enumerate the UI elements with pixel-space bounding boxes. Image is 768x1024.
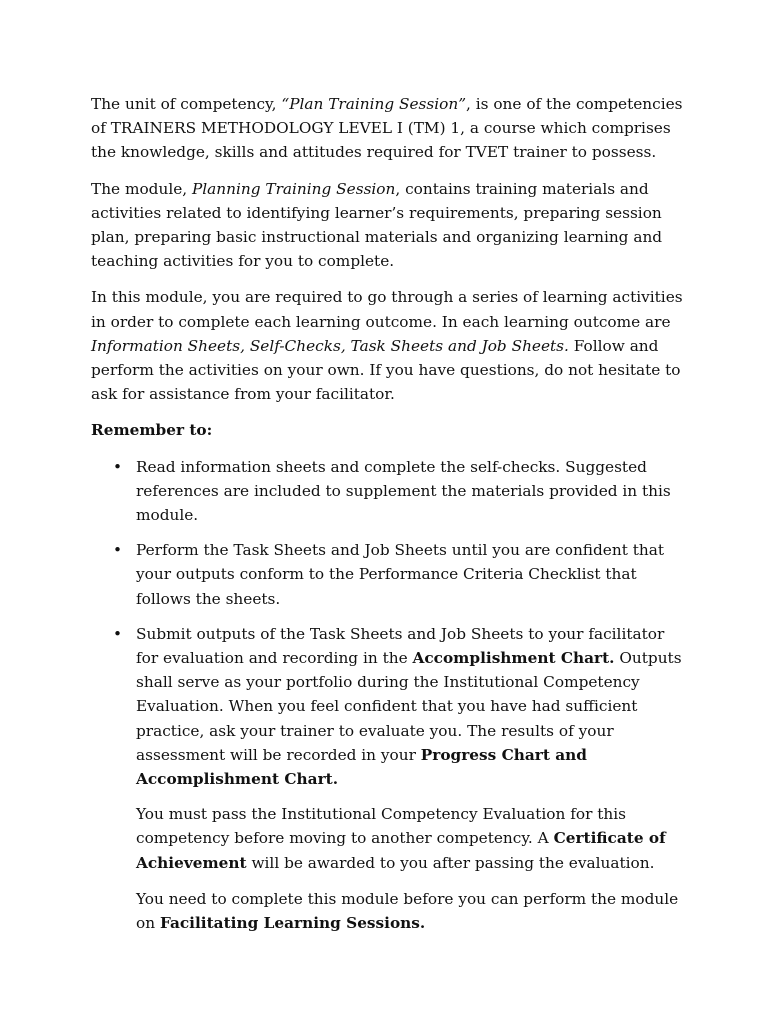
progress-chart-bold: Progress Chart and Accomplishment Chart. [136,745,587,789]
intro-paragraph-module [91,177,683,274]
intro-paragraph-learning-activities [91,285,683,406]
text-run: Follow and perform the activities on your own. If you have questions, do not hesitate to ask for assistance from your facilitator. [91,336,681,404]
bullet-icon: • [113,541,123,560]
list-item [91,538,683,611]
accomplishment-chart-bold: Accomplishment Chart. [412,649,615,668]
list-item-text [136,622,683,791]
bullet-icon: • [113,624,123,643]
text-run: The unit of competency, [91,95,282,113]
bullet-icon: • [113,457,123,476]
text-run: , is one of the competencies of TRAINERS METHODOLOGY LEVEL I (TM) 1, a course which comprises the knowledge, skills and attitudes required for TVET trainer to possess. [91,95,683,162]
list-item [91,622,683,791]
text-run: , contains training materials and activities related to identifying learner’s requirements, preparing session plan, preparing basic instructional materials and organizing learning and teaching activities for you to complete. [91,179,663,271]
reminder-list [91,455,683,792]
list-item-text: Read information sheets and complete the self-checks. Suggested references are included to supplement the materials provided in this module. [136,457,671,525]
text-run: Outputs shall serve as your portfolio during the Institutional Competency Evaluation. When you feel confident that you have had sufficient practice, ask your trainer to evaluate you. The results of your assessment will be recorded in your [136,649,682,764]
remember-heading: Remember to: [91,421,213,440]
unit-title-italic: “Plan Training Session” [281,95,467,113]
intro-paragraph-unit-of-competency [91,92,683,165]
text-run: You need to complete this module before you can perform the module on [136,889,679,933]
list-item [91,455,683,528]
certificate-bold: Certificate of Achievement [136,829,666,872]
next-module-paragraph [91,887,683,935]
next-module-bold: Facilitating Learning Sessions. [159,914,426,933]
text-run: The module, [91,179,192,198]
text-run: You must pass the Institutional Competency Evaluation for this competency before moving to another competency. A [136,805,626,848]
text-run: Submit outputs of the Task Sheets and Job Sheets to your facilitator for evaluation and recording in the [136,624,665,668]
sheet-types-italic: Information Sheets, Self-Checks, Task Sheets and Job Sheets. [91,336,569,355]
list-item-text: Perform the Task Sheets and Job Sheets until you are confident that your outputs conform to the Performance Criteria Checklist that follows the sheets. [136,541,664,608]
text-run: will be awarded to you after passing the evaluation. [246,853,655,872]
module-title-italic: Planning Training Session [192,179,396,198]
evaluation-paragraph [91,802,683,875]
text-run: In this module, you are required to go through a series of learning activities in order to complete each learning outcome. In each learning outcome are [91,288,683,331]
document-page [91,92,683,947]
